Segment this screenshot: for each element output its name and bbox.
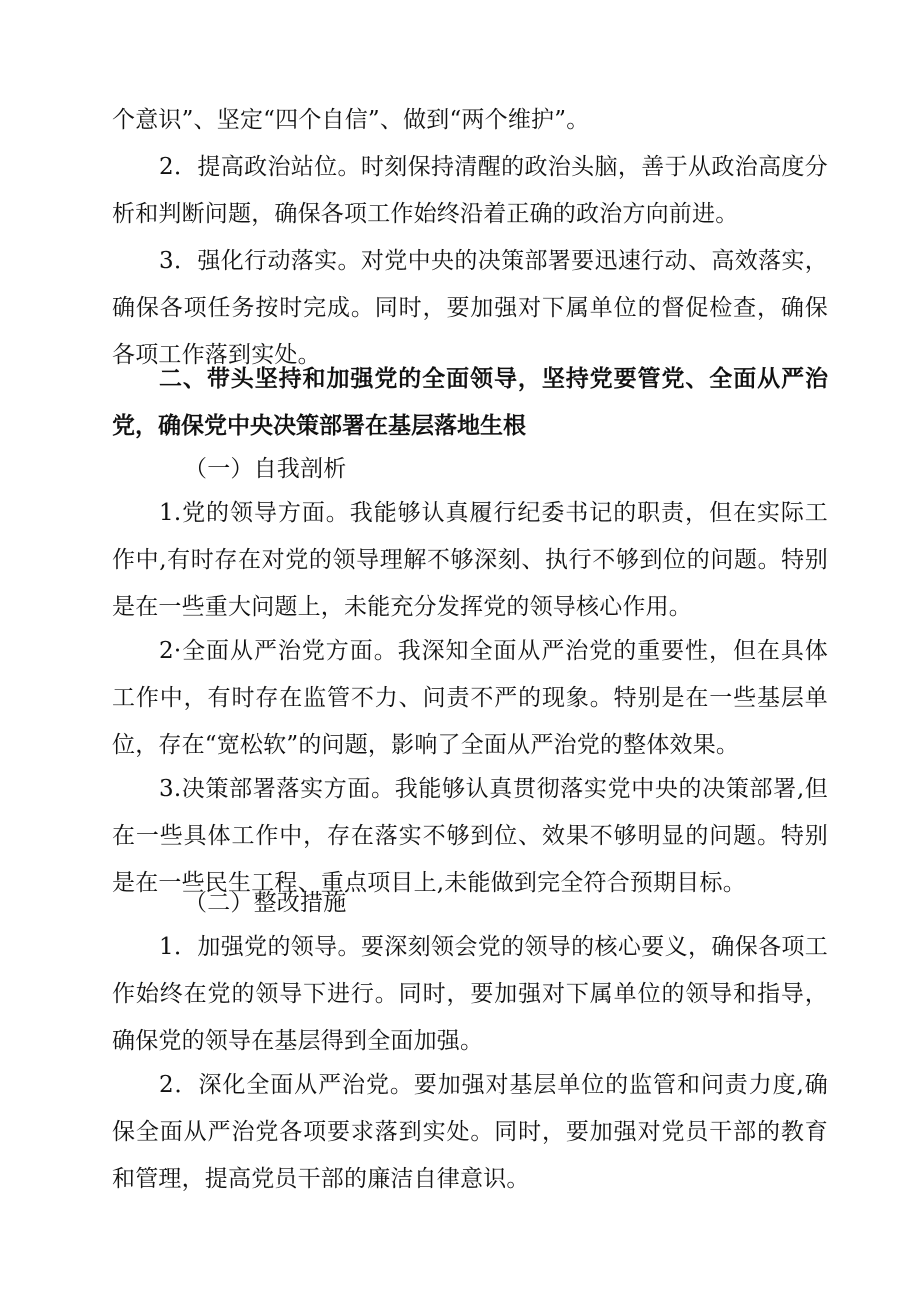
part1-item-2: 2．提高政治站位。时刻保持清醒的政治头脑，善于从政治高度分析和判断问题，确保各项工作始终沿着正确的政治方向前进。 [112, 154, 828, 227]
subsection-self-analysis-title: （一）自我剖析 [184, 456, 347, 482]
self-analysis-item-1: 1.党的领导方面。我能够认真履行纪委书记的职责，但在实际工作中,有时存在对党的领导理解不够深刻、执行不够到位的问题。特别是在一些重大问题上，未能充分发挥党的领导核心作用。 [112, 500, 828, 620]
rectification-item-2: 2．深化全面从严治党。要加强对基层单位的监管和问责力度,确保全面从严治党各项要求落到实处。同时，要加强对党员干部的教育和管理，提高党员干部的廉洁自律意识。 [112, 1072, 828, 1192]
self-analysis-item-2: 2·全面从严治党方面。我深知全面从严治党的重要性，但在具体工作中，有时存在监管不力、问责不严的现象。特别是在一些基层单位，存在“宽松软”的问题，影响了全面从严治党的整体效果。 [112, 638, 828, 758]
section-2-title: 二、带头坚持和加强党的全面领导，坚持党要管党、全面从严治党，确保党中央决策部署在基层落地生根 [112, 366, 828, 439]
rectification-item-1: 1．加强党的领导。要深刻领会党的领导的核心要义，确保各项工作始终在党的领导下进行。同时，要加强对下属单位的领导和指导，确保党的领导在基层得到全面加强。 [112, 934, 828, 1054]
self-analysis-item-3: 3.决策部署落实方面。我能够认真贯彻落实党中央的决策部署,但在一些具体工作中，存在落实不够到位、效果不够明显的问题。特别是在一些民生工程、重点项目上,未能做到完全符合预期目标。 [112, 776, 828, 896]
continuation-paragraph: 个意识”、坚定“四个自信”、做到“两个维护”。 [112, 107, 590, 133]
part1-item-3: 3．强化行动落实。对党中央的决策部署要迅速行动、高效落实，确保各项任务按时完成。同时，要加强对下属单位的督促检查，确保各项工作落到实处。 [112, 248, 828, 368]
subsection-rectification-title: （二）整改措施 [184, 890, 347, 916]
